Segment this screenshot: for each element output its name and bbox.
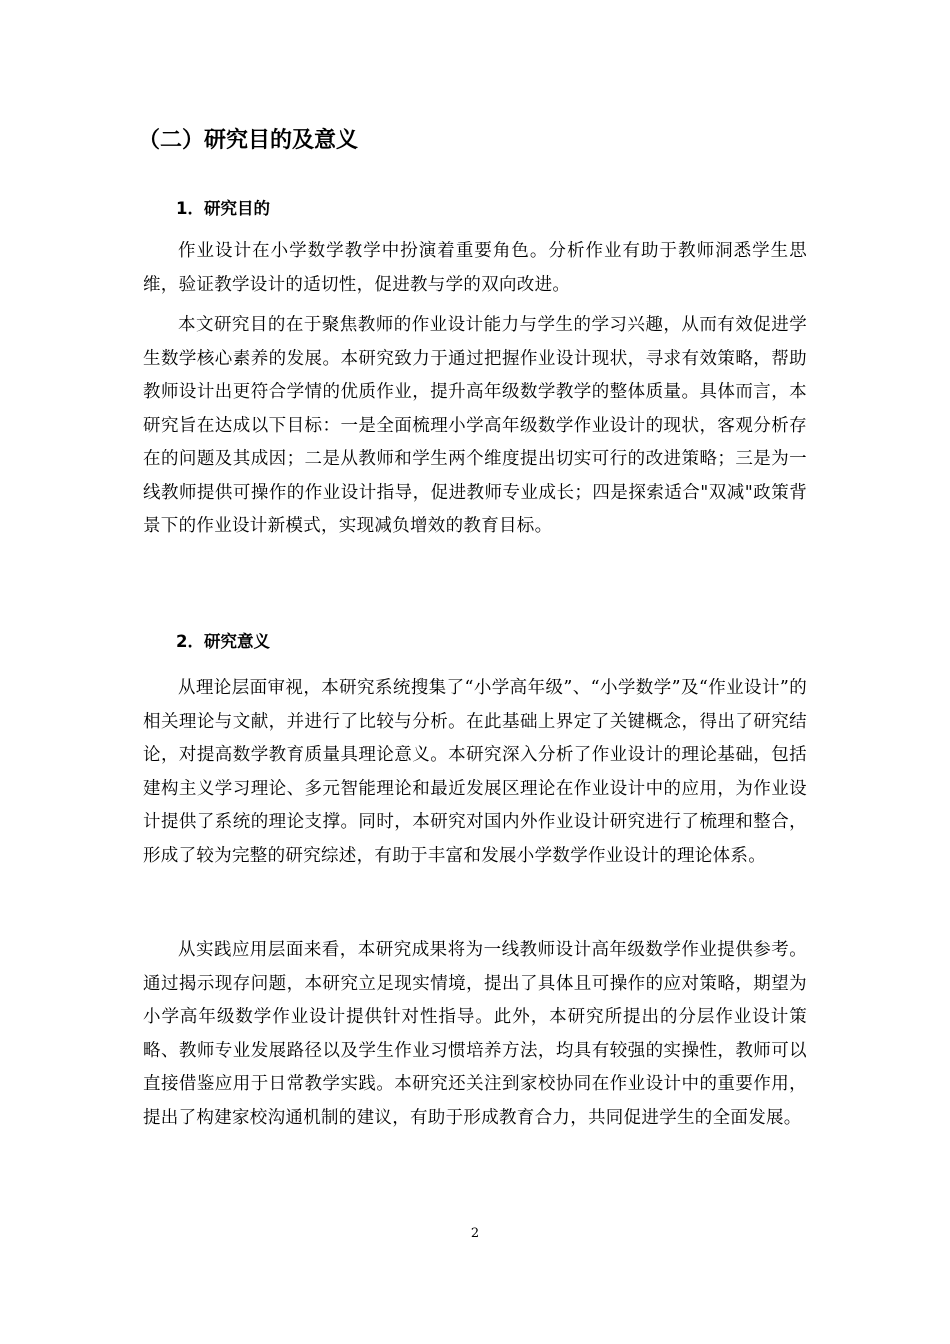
section-title: （二）研究目的及意义 [138, 128, 359, 153]
purpose-heading: 1．研究目的 [176, 199, 270, 218]
purpose-paragraph-2: 本文研究目的在于聚焦教师的作业设计能力与学生的学习兴趣，从而有效促进学生数学核心素养的发展。本研究致力于通过把握作业设计现状，寻求有效策略，帮助教师设计出更符合学情的优质作业，提升高年级数学教学的整体质量。具体而言，本研究旨在达成以下目标：一是全面梳理小学高年级数学作业设计的现状，客观分析存在的问题及其成因；二是从教师和学生两个维度提出切实可行的改进策略；三是为一线教师提供可操作的作业设计指导，促进教师专业成长；四是探索适合"双减"政策背景下的作业设计新模式，实现减负增效的教育目标。 [143, 315, 807, 536]
significance-heading: 2．研究意义 [176, 632, 270, 651]
significance-paragraph-1: 从理论层面审视，本研究系统搜集了“小学高年级”、“小学数学”及“作业设计”的相关理论与文献，并进行了比较与分析。在此基础上界定了关键概念，得出了研究结论，对提高数学教育质量具理论意义。本研究深入分析了作业设计的理论基础，包括建构主义学习理论、多元智能理论和最近发展区理论在作业设计中的应用，为作业设计提供了系统的理论支撑。同时，本研究对国内外作业设计研究进行了梳理和整合，形成了较为完整的研究综述，有助于丰富和发展小学数学作业设计的理论体系。 [143, 678, 807, 866]
purpose-paragraph-1: 作业设计在小学数学教学中扮演着重要角色。分析作业有助于教师洞悉学生思维，验证教学设计的适切性，促进教与学的双向改进。 [143, 241, 807, 295]
significance-paragraph-2: 从实践应用层面来看，本研究成果将为一线教师设计高年级数学作业提供参考。通过揭示现存问题，本研究立足现实情境，提出了具体且可操作的应对策略，期望为小学高年级数学作业设计提供针对性指导。此外，本研究所提出的分层作业设计策略、教师专业发展路径以及学生作业习惯培养方法，均具有较强的实操性，教师可以直接借鉴应用于日常教学实践。本研究还关注到家校协同在作业设计中的重要作用，提出了构建家校沟通机制的建议，有助于形成教育合力，共同促进学生的全面发展。 [143, 940, 807, 1128]
page-number: 2 [470, 1226, 480, 1241]
